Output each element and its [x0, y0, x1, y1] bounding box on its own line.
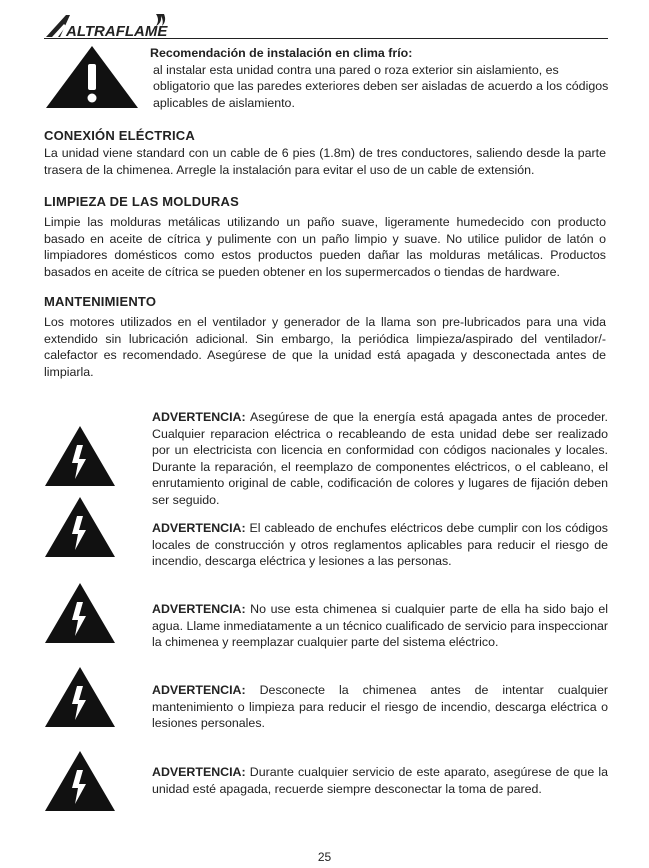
brand-logo — [44, 10, 174, 40]
warning-disconnect — [152, 682, 608, 732]
warning-text: Durante cualquier servicio de este aparato, asegúrese de que la unidad esté apagada, recuerde siempre desconectar la toma de pared. — [152, 765, 608, 796]
caution-triangle-icon — [44, 44, 140, 110]
warning-water-damage — [152, 601, 608, 651]
section-title-cleaning: LIMPIEZA DE LAS MOLDURAS — [44, 194, 239, 209]
electric-shock-warning-icon — [44, 496, 116, 558]
warning-text: El cableado de enchufes eléctricos debe cumplir con los códigos locales de construcción y otros reglamentos aplicables para reducir el riesgo de incendio, descarga eléctrica y lesiones a las personas. — [152, 521, 608, 568]
cold-climate-note — [150, 45, 610, 111]
brand-logo-graphic — [44, 10, 174, 40]
warning-service-off — [152, 764, 608, 797]
warning-text: No use esta chimenea si cualquier parte de ella ha sido bajo el agua. Llame inmediatamente a un técnico cualificado de servicio para inspeccionar la chimenea y reemplazar cualquier parte del sistema eléctrico. — [152, 602, 608, 649]
electric-shock-warning-icon — [44, 666, 116, 728]
cold-climate-body: al instalar esta unidad contra una pared o roza exterior sin aislamiento, es obligatorio que las paredes exteriores deben ser aisladas de acuerdo a los códigos aplicables de aislamiento. — [153, 62, 609, 110]
warning-label: ADVERTENCIA: — [152, 410, 246, 424]
electric-shock-warning-icon — [44, 750, 116, 812]
warning-text: Desconecte la chimenea antes de intentar cualquier mantenimiento o limpieza para reducir el riesgo de incendio, descarga eléctrica o lesiones personales. — [152, 683, 608, 730]
brand-name: ALTRAFLAME — [66, 23, 168, 40]
header-rule — [44, 38, 608, 39]
electric-shock-warning-icon — [44, 425, 116, 487]
section-body-cleaning: Limpie las molduras metálicas utilizando un paño suave, ligeramente humedecido con producto basado en aceite de cítrica y pulimente con un paño limpio y suave. No utilice pulidor de latón o limpiadores domésticos como estos productos pueden dañar las molduras metálicas. Productos basados en aceite de cítrica se pueden obtener en los supermercados o tiendas de hardware. — [44, 215, 606, 279]
section-title-maintenance: MANTENIMIENTO — [44, 294, 157, 309]
warning-label: ADVERTENCIA: — [152, 765, 246, 779]
page-number: 25 — [317, 850, 332, 864]
warning-label: ADVERTENCIA: — [152, 683, 246, 697]
warning-label: ADVERTENCIA: — [152, 521, 246, 535]
section-title-electrical: CONEXIÓN ELÉCTRICA — [44, 128, 195, 143]
warning-wiring-codes — [152, 520, 608, 570]
electric-shock-warning-icon — [44, 582, 116, 644]
warning-power-off — [152, 409, 608, 508]
cold-climate-title: Recomendación de instalación en clima frío: — [150, 46, 413, 60]
warning-label: ADVERTENCIA: — [152, 602, 246, 616]
section-body-maintenance: Los motores utilizados en el ventilador y generador de la llama son pre-lubricados para una vida extendido sin lubricación adicional. Sin embargo, la periódica limpieza/aspirado del ventilador/-calefactor es recomendado. Asegúrese de que la unidad está apagada y desconectada antes de limpiarla. — [44, 315, 606, 379]
section-body-electrical: La unidad viene standard con un cable de 6 pies (1.8m) de tres conductores, saliendo desde la parte trasera de la chimenea. Arregle la instalación para evitar el uso de un cable de extensión. — [44, 146, 606, 177]
warning-text: Asegúrese de que la energía está apagada antes de proceder. Cualquier reparacion eléctrica o recableando de esta unidad debe ser realizado por un electricista con licencia en conformidad con códigos nacionales y locales. Durante la reparación, el reemplazo de componentes eléctricos, o el cableano, el enrutamiento original de cable, codificación de colores y lugares de fijación deben ser seguido. — [152, 410, 608, 507]
